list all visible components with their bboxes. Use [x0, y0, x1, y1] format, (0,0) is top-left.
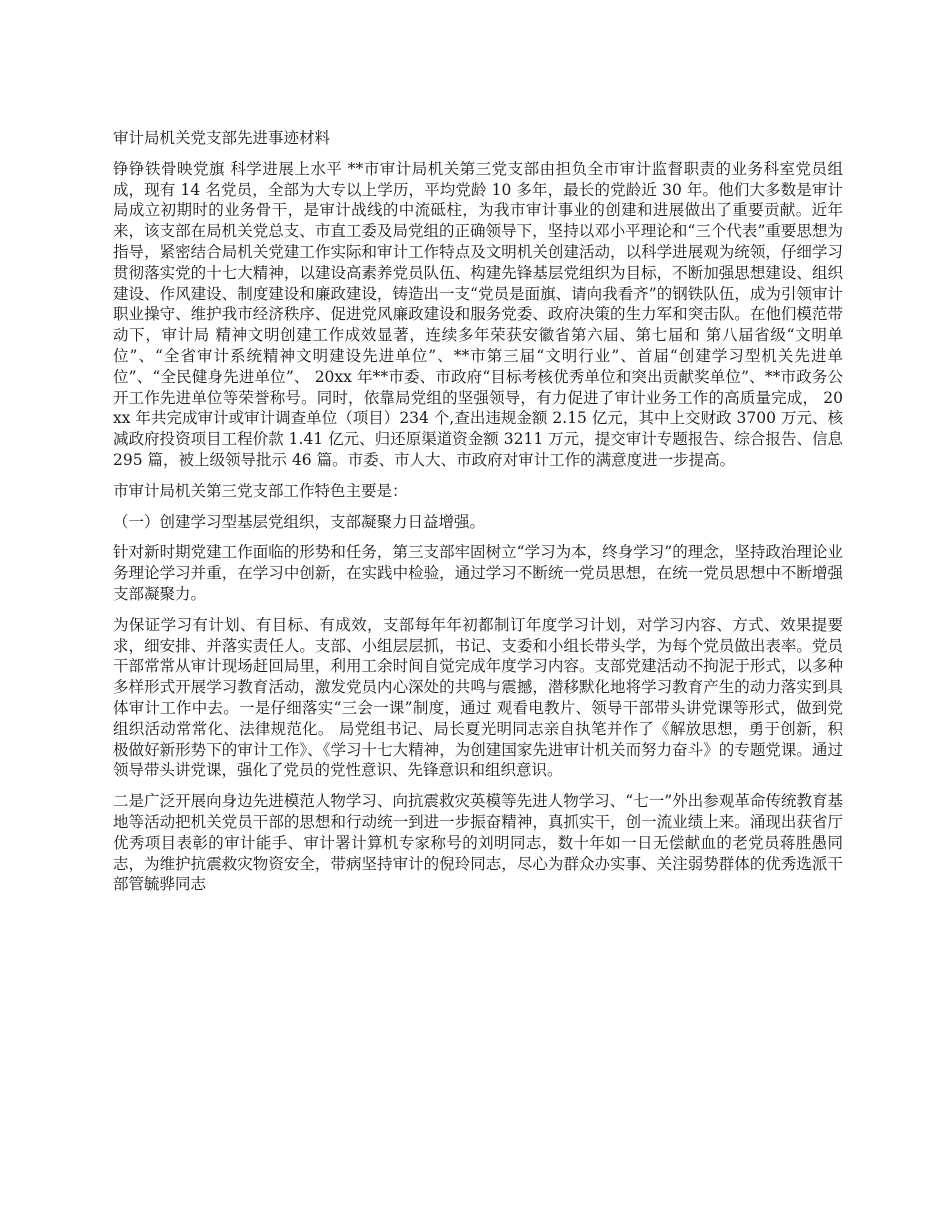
- paragraph-features-heading: 市审计局机关第三党支部工作特色主要是：: [113, 481, 408, 500]
- paragraph-intro: 铮铮铁骨映党旗 科学进展上水平 **市审计局机关第三党支部由担负全市审计监督职责的业务科室党员组成，现有 14 名党员，全部为大专以上学历，平均党龄 10 多年，最长的党龄近 30 年。他们大多数是审计局成立初期时的业务骨干，是审计战线的中流砥柱，为我市审计事业的创建和进展做出了重要贡献。近年来，该支部在局机关党总支、市直工委及局党组的正确领导下，坚持以邓小平理论和“三个代表”重要思想为指导，紧密结合局机关党建工作实际和审计工作特点及文明机关创建活动，以科学进展观为统领，仔细学习贯彻落实党的十七大精神，以建设高素养党员队伍、构建先锋基层党组织为目标，不断加强思想建设、组织建设、作风建设、制度建设和廉政建设，铸造出一支“党员是面旗、请向我看齐”的钢铁队伍，成为引领审计职业操守、维护我市经济秩序、促进党风廉政建设和服务党委、政府决策的生力军和突击队。在他们模范带动下，审计局 精神文明创建工作成效显著，连续多年荣获安徽省第六届、第七届和 第八届省级“文明单位”、“全省审计系统精神文明建设先进单位”、**市第三届“文明行业”、首届“创建学习型机关先进单位”、“全民健身先进单位”、 20xx 年**市委、市政府“目标考核优秀单位和突出贡献奖单位”、**市政务公开工作先进单位等荣誉称号。同时，依靠局党组的坚强领导，有力促进了审计业务工作的高质量完成， 20xx 年共完成审计或审计调查单位（项目）234 个,查出违规金额 2.15 亿元，其中上交财政 3700 万元、核减政府投资项目工程价款 1.41 亿元、归还原渠道资金额 3211 万元，提交审计专题报告、综合报告、信息 295 篇，被上级领导批示 46 篇。市委、市人大、市政府对审计工作的满意度进一步提高。: [113, 159, 843, 469]
- document-title: 审计局机关党支部先进事迹材料: [113, 129, 331, 147]
- paragraph-role-models: 二是广泛开展向身边先进模范人物学习、向抗震救灾英模等先进人物学习、“七一”外出参观革命传统教育基地等活动把机关党员干部的思想和行动统一到进一步振奋精神，真抓实干，创一流业绩上来。涌现出获省厅优秀项目表彰的审计能手、审计署计算机专家称号的刘明同志，数十年如一日无偿献血的老党员蒋胜愚同志，为维护抗震救灾物资安全，带病坚持审计的倪玲同志，尽心为群众办实事、关注弱势群体的优秀选派干部管毓骅同志: [113, 792, 843, 894]
- section-heading-1: （一）创建学习型基层党组织，支部凝聚力日益增强。: [113, 512, 486, 531]
- paragraph-learning-plan: 为保证学习有计划、有目标、有成效，支部每年年初都制订年度学习计划，对学习内容、方式、效果提要求，细安排、并落实责任人。支部、小组层层抓，书记、支委和小组长带头学，为每个党员做出表率。党员干部常常从审计现场赶回局里，利用工余时间自觉完成年度学习内容。支部党建活动不拘泥于形式，以多种多样形式开展学习教育活动，激发党员内心深处的共鸣与震撼，潜移默化地将学习教育产生的动力落实到具体审计工作中去。一是仔细落实“三会一课”制度，通过 观看电教片、领导干部带头讲党课等形式，做到党组织活动常常化、法律规范化。 局党组书记、局长夏光明同志亲自执笔并作了《解放思想，勇于创新，积极做好新形势下的审计工作》、《学习十七大精神，为创建国家先进审计机关而努力奋斗》的专题党课。通过领导带头讲党课，强化了党员的党性意识、先锋意识和组织意识。: [113, 615, 843, 780]
- document-page: [113, 128, 843, 905]
- paragraph-learning-concept: 针对新时期党建工作面临的形势和任务，第三支部牢固树立“学习为本，终身学习”的理念，坚持政治理论业务理论学习并重，在学习中创新，在实践中检验，通过学习不断统一党员思想，在统一党员思想中不断增强支部凝聚力。: [113, 543, 843, 603]
